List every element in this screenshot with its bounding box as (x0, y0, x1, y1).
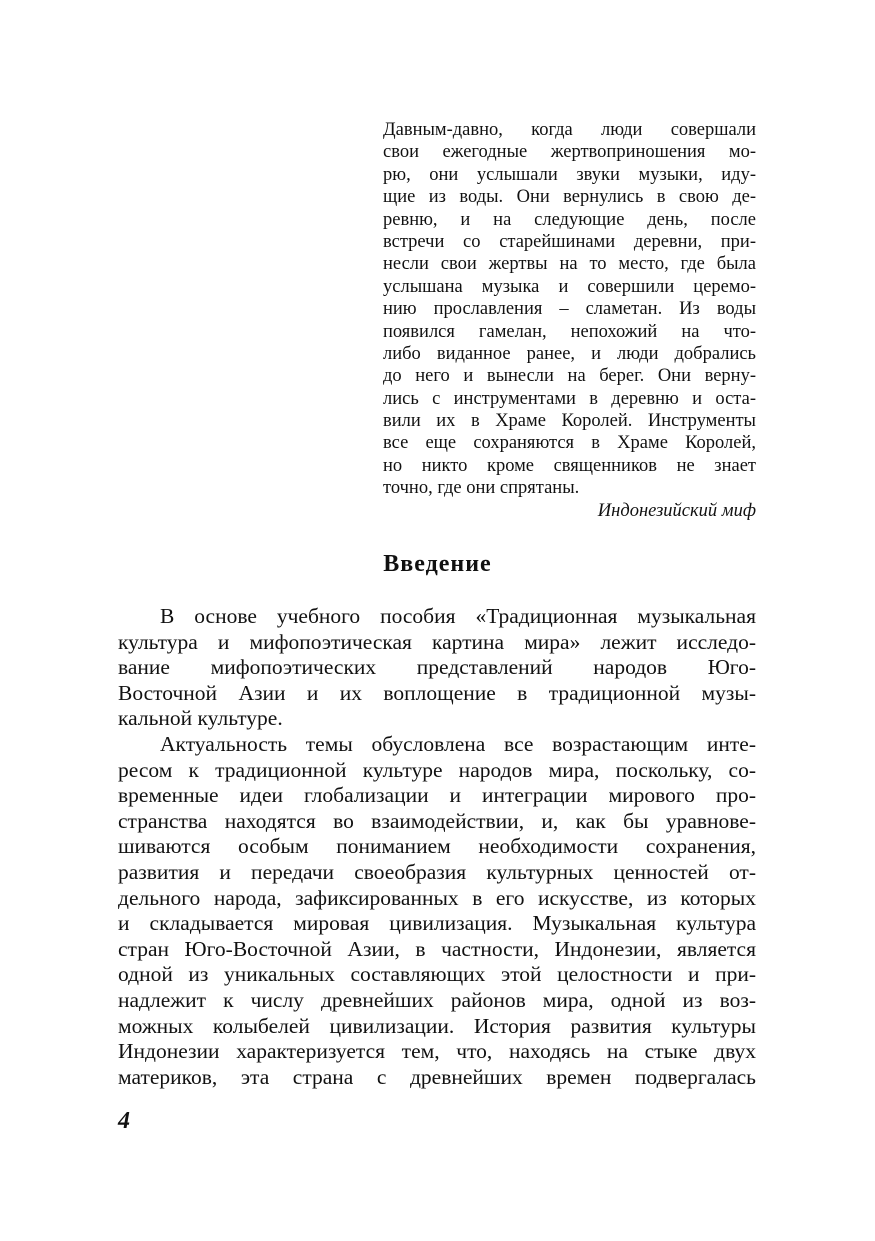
epigraph-line: встречи со старейшинами деревни, при- (383, 231, 756, 252)
epigraph-line: рю, они услышали звуки музыки, иду- (383, 164, 756, 185)
epigraph-line: лись с инструментами в деревню и оста- (383, 388, 756, 409)
epigraph (383, 119, 756, 522)
body-line: развития и передачи своеобразия культурных ценностей от- (118, 859, 756, 884)
body-text (118, 604, 756, 1090)
epigraph-line: до него и вынесли на берег. Они верну- (383, 366, 756, 387)
epigraph-line: услышана музыка и совершили церемо- (383, 276, 756, 297)
epigraph-line: свои ежегодные жертвоприношения мо- (383, 142, 756, 163)
body-line: материков, эта страна с древнейших времен подвергалась (118, 1064, 756, 1089)
body-line: В основе учебного пособия «Традиционная музыкальная (160, 604, 756, 628)
section-heading: Введение (383, 551, 492, 577)
epigraph-line: но никто кроме священников не знает (383, 455, 756, 476)
body-line: кальной культуре. (118, 706, 283, 731)
body-line: Восточной Азии и их воплощение в традиционной музы- (118, 680, 756, 705)
epigraph-line: либо виданное ранее, и люди добрались (383, 343, 756, 364)
epigraph-line: все еще сохраняются в Храме Королей, (383, 433, 756, 454)
body-line: и складывается мировая цивилизация. Музыкальная культура (118, 911, 756, 936)
body-line: Актуальность темы обусловлена все возрастающим инте- (160, 731, 756, 756)
page-number: 4 (118, 1108, 130, 1134)
body-line: странства находятся во взаимодействии, и, как бы уравнове- (118, 808, 756, 833)
epigraph-attribution: Индонезийский миф (597, 500, 756, 521)
body-line: ресом к традиционной культуре народов мира, поскольку, со- (118, 757, 756, 782)
body-line: вание мифопоэтических представлений народов Юго- (118, 655, 756, 680)
body-line: одной из уникальных составляющих этой целостности и при- (118, 962, 756, 987)
epigraph-line: вили их в Храме Королей. Инструменты (383, 411, 756, 432)
body-line: Индонезии характеризуется тем, что, находясь на стыке двух (118, 1039, 756, 1064)
body-line: культура и мифопоэтическая картина мира» лежит исследо- (118, 629, 756, 654)
body-line: временные идеи глобализации и интеграции мирового про- (118, 783, 756, 808)
epigraph-line: нию прославления – сламетан. Из воды (383, 299, 756, 320)
body-line: надлежит к числу древнейших районов мира, одной из воз- (118, 987, 756, 1012)
body-line: дельного народа, зафиксированных в его искусстве, из которых (118, 885, 756, 910)
epigraph-line: щие из воды. Они вернулись в свою де- (383, 187, 756, 208)
epigraph-line: появился гамелан, непохожий на что- (383, 321, 756, 342)
body-line: можных колыбелей цивилизации. История развития культуры (118, 1013, 756, 1038)
body-line: шиваются особым пониманием необходимости сохранения, (118, 834, 756, 859)
epigraph-line: Давным-давно, когда люди совершали (383, 120, 756, 140)
body-line: стран Юго-Восточной Азии, в частности, Индонезии, является (118, 936, 756, 961)
epigraph-line: точно, где они спрятаны. (383, 478, 580, 499)
epigraph-line: ревню, и на следующие день, после (383, 209, 756, 230)
epigraph-line: несли свои жертвы на то место, где была (383, 254, 756, 275)
